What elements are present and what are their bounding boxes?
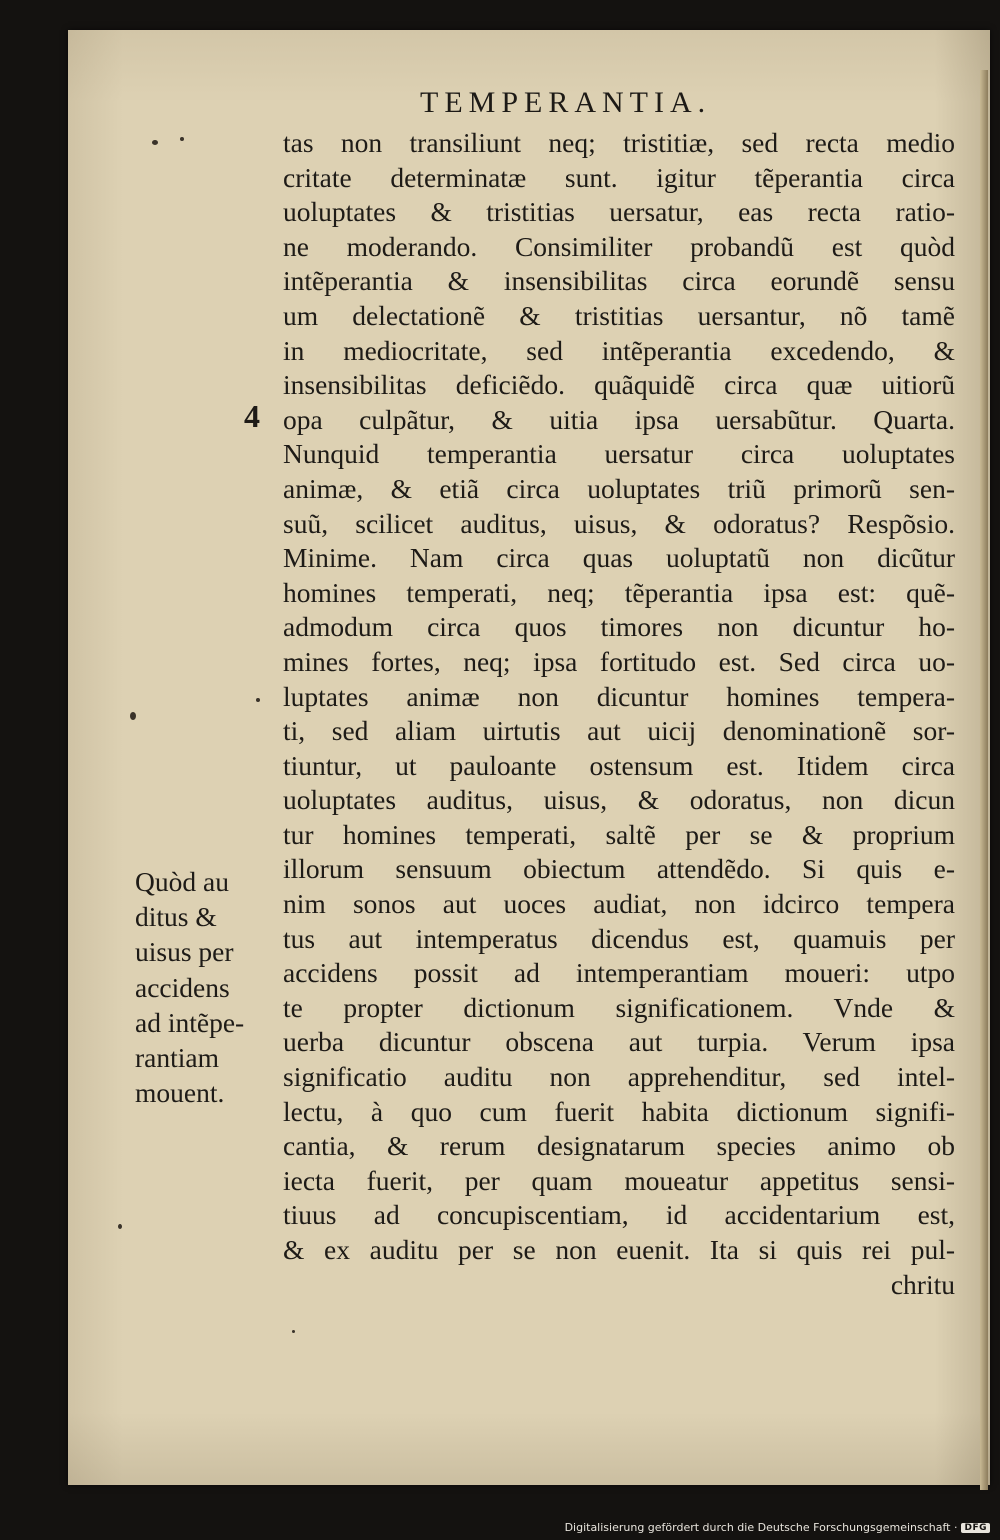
text-line: um delectationẽ & tristitias uersantur, nõ tamẽ bbox=[283, 299, 955, 331]
margin-note-line: mouent. bbox=[135, 1077, 225, 1109]
text-line: intẽperantia & insensibilitas circa eorundẽ sensu bbox=[283, 265, 955, 297]
ink-speck bbox=[180, 137, 184, 141]
text-line: luptates animæ non dicuntur homines tempera- bbox=[283, 680, 955, 712]
question-number: 4 bbox=[244, 398, 260, 434]
text-line: tiuus ad concupiscentiam, id accidentarium est, bbox=[283, 1199, 955, 1231]
text-line: te propter dictionum significationem. Vnde & bbox=[283, 991, 955, 1023]
text-line: ne moderando. Consimiliter probandũ est quòd bbox=[283, 230, 955, 262]
margin-note-line: rantiam bbox=[135, 1042, 219, 1074]
digitization-footer bbox=[565, 1521, 990, 1534]
text-line: uoluptates & tristitias uersatur, eas recta ratio- bbox=[283, 196, 955, 228]
text-line: tus aut intemperatus dicendus est, quamuis per bbox=[283, 922, 955, 954]
text-line: in mediocritate, sed intẽperantia excedendo, & bbox=[283, 334, 955, 366]
margin-note bbox=[135, 864, 275, 1110]
ink-speck bbox=[152, 140, 158, 145]
main-text-block bbox=[283, 126, 955, 1302]
margin-note-line: ad intẽpe- bbox=[135, 1006, 245, 1038]
footer-text: Digitalisierung gefördert durch die Deutsche Forschungsgemeinschaft · bbox=[564, 1521, 958, 1534]
text-line: uerba dicuntur obscena aut turpia. Verum ipsa bbox=[283, 1026, 955, 1058]
running-head: TEMPERANTIA. bbox=[420, 86, 712, 119]
text-line: suũ, scilicet auditus, uisus, & odoratus? Respõsio. bbox=[283, 507, 955, 539]
margin-note-line: uisus per bbox=[135, 936, 234, 968]
margin-note-line: accidens bbox=[135, 971, 230, 1003]
text-line: animæ, & etiã circa uoluptates triũ primorũ sen- bbox=[283, 472, 955, 504]
text-line: homines temperati, neq; tẽperantia ipsa est: quẽ- bbox=[283, 576, 955, 608]
text-line: uoluptates auditus, uisus, & odoratus, non dicun bbox=[283, 784, 955, 816]
text-line: nim sonos aut uoces audiat, non idcirco tempera bbox=[283, 888, 955, 920]
text-line: mines fortes, neq; ipsa fortitudo est. Sed circa uo- bbox=[283, 645, 955, 677]
ink-speck bbox=[118, 1224, 122, 1229]
text-line: ti, sed aliam uirtutis aut uicij denominationẽ sor- bbox=[283, 715, 955, 747]
text-line: cantia, & rerum designatarum species animo ob bbox=[283, 1130, 955, 1162]
text-line: tiuntur, ut pauloante ostensum est. Itidem circa bbox=[283, 749, 955, 781]
text-line: Minime. Nam circa quas uoluptatũ non dicũtur bbox=[283, 542, 955, 574]
text-line: tur homines temperati, saltẽ per se & proprium bbox=[283, 818, 955, 850]
text-line: insensibilitas deficiẽdo. quãquidẽ circa quæ uitiorũ bbox=[283, 369, 955, 401]
text-line: significatio auditu non apprehenditur, sed intel- bbox=[283, 1061, 955, 1093]
ink-speck bbox=[256, 698, 260, 702]
ink-speck bbox=[292, 1330, 295, 1333]
page-edge bbox=[980, 70, 988, 1490]
text-line: Nunquid temperantia uersatur circa uoluptates bbox=[283, 438, 955, 470]
text-line: & ex auditu per se non euenit. Ita si quis rei pul- bbox=[283, 1234, 955, 1265]
text-line: chritu bbox=[890, 1268, 955, 1300]
text-line: opa culpãtur, & uitia ipsa uersabũtur. Quarta. bbox=[283, 403, 955, 435]
margin-note-line: Quòd au bbox=[135, 866, 229, 897]
text-line: accidens possit ad intemperantiam moueri: utpo bbox=[283, 957, 955, 989]
text-line: iecta fuerit, per quam moueatur appetitus sensi- bbox=[283, 1164, 955, 1196]
text-line: admodum circa quos timores non dicuntur ho- bbox=[283, 611, 955, 643]
text-line: lectu, à quo cum fuerit habita dictionum signifi- bbox=[283, 1095, 955, 1127]
text-line: illorum sensuum obiectum attendẽdo. Si quis e- bbox=[283, 853, 955, 885]
text-line: tas non transiliunt neq; tristitiæ, sed recta medio bbox=[283, 127, 955, 158]
text-line: critate determinatæ sunt. igitur tẽperantia circa bbox=[283, 161, 955, 193]
dfg-logo: DFG bbox=[961, 1523, 990, 1533]
margin-note-line: ditus & bbox=[135, 901, 217, 933]
ink-speck bbox=[130, 712, 136, 720]
